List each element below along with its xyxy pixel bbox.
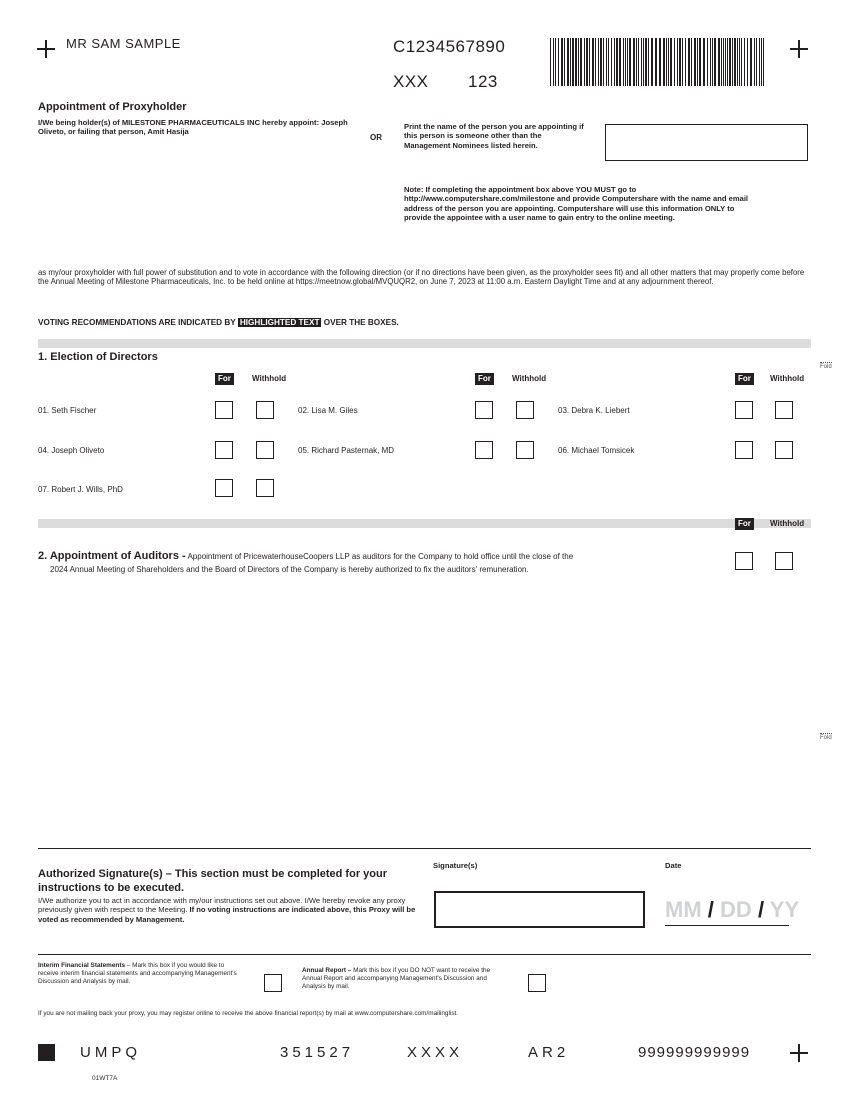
for-box-nominee-02[interactable] [475, 401, 493, 419]
barcode-bar [727, 38, 728, 86]
barcode-bar [685, 38, 686, 86]
section1-title: 1. Election of Directors [38, 351, 158, 363]
registration-mark-top-left [37, 40, 55, 58]
nominee-04: 04. Joseph Oliveto [38, 446, 105, 455]
date-mm: MM [665, 897, 702, 922]
rec-highlight: HIGHLIGHTED TEXT [239, 318, 320, 327]
section2-text: Appointment of PricewaterhouseCoopers LLP as auditors for the Company to hold office until the close of the [187, 552, 574, 561]
annual-text: Mark this box if you DO NOT want to receive the Annual Report and accompanying Management's Discussion and Analysis by mail. [302, 967, 491, 990]
barcode-bar [648, 38, 649, 86]
for-box-nominee-07[interactable] [215, 479, 233, 497]
withhold-box-nominee-03[interactable] [775, 401, 793, 419]
withhold-box-nominee-02[interactable] [516, 401, 534, 419]
barcode-bar [682, 38, 683, 86]
barcode-bar [586, 38, 588, 86]
barcode-bar [555, 38, 556, 86]
interim-statements [38, 962, 238, 985]
mailing-text: If you are not mailing back your proxy, you may register online to receive the above financial report(s) by mail at www.computershare.com/mailinglist. [38, 1010, 459, 1017]
nominee-03: 03. Debra K. Liebert [558, 406, 630, 415]
barcode-bar [739, 38, 740, 86]
appoint-text: I/We being holder(s) of MILESTONE PHARMACEUTICALS INC hereby appoint: Joseph Oliveto, or failing that person, Amit Hasija [38, 118, 348, 137]
for-box-nominee-04[interactable] [215, 441, 233, 459]
barcode-bar [741, 38, 742, 86]
barcode-bar [703, 38, 705, 86]
barcode-bar [691, 38, 692, 86]
note-text: Note: If completing the appointment box above YOU MUST go to http://www.computershare.com/milestone and provide Computershare with the name and email address of the person you are appointing. Computershare will use this information ONLY to provide the appointee with a user name to gain entry to the online meeting. [404, 185, 749, 223]
for-box-nominee-01[interactable] [215, 401, 233, 419]
withhold-label-col1: Withhold [252, 374, 287, 383]
barcode-bar [608, 38, 609, 86]
signature-title-line1: Authorized Signature(s) – This section must be completed for your [38, 868, 387, 880]
barcode-bar [759, 38, 760, 86]
barcode-bar [641, 38, 642, 86]
barcode-bar [754, 38, 755, 86]
section2 [38, 551, 688, 562]
nominee-05: 05. Richard Pasternak, MD [298, 446, 395, 455]
signature-top-rule [38, 848, 811, 849]
barcode-bar [761, 38, 762, 86]
barcode-bar [611, 38, 612, 86]
barcode-bar [668, 38, 669, 86]
barcode-bar [572, 38, 574, 86]
signature-body [38, 896, 418, 924]
barcode-bar [651, 38, 653, 86]
barcode-bar [580, 38, 582, 86]
barcode-bar [714, 38, 716, 86]
barcode-bar [750, 38, 752, 86]
for-label-col2: For [475, 373, 494, 385]
barcode-bar [710, 38, 711, 86]
barcode-bar [575, 38, 577, 86]
barcode-bar [567, 38, 569, 86]
barcode-bar [747, 38, 748, 86]
barcode-bar [592, 38, 594, 86]
interim-checkbox[interactable] [264, 974, 282, 992]
barcode-bar [729, 38, 731, 86]
withhold-box-nominee-05[interactable] [516, 441, 534, 459]
barcode-bar [699, 38, 701, 86]
date-label: Date [665, 861, 682, 870]
for-box-nominee-03[interactable] [735, 401, 753, 419]
code-123: 123 [468, 72, 498, 91]
barcode-bar [627, 38, 628, 86]
date-sep-2: / [757, 897, 765, 922]
signature-field[interactable] [434, 891, 645, 928]
barcode-bar [756, 38, 757, 86]
barcode-bar [721, 38, 722, 86]
for-box-nominee-05[interactable] [475, 441, 493, 459]
barcode-bar [734, 38, 736, 86]
barcode-bar [606, 38, 607, 86]
barcode-bar [645, 38, 647, 86]
barcode-bar [707, 38, 708, 86]
rec-suffix: OVER THE BOXES. [323, 318, 399, 327]
barcode-bar [595, 38, 596, 86]
barcode-bar [564, 38, 565, 86]
shareholder-name: MR SAM SAMPLE [66, 36, 181, 51]
footer-code-2: 351527 [280, 1044, 355, 1061]
withhold-box-nominee-01[interactable] [256, 401, 274, 419]
account-code: C1234567890 [393, 37, 506, 56]
annual-report-checkbox[interactable] [528, 974, 546, 992]
section2-band [38, 519, 811, 528]
barcode-bar [732, 38, 733, 86]
voting-recommendations [38, 318, 399, 327]
nominee-02: 02. Lisa M. Giles [298, 406, 358, 415]
barcode-bar [629, 38, 631, 86]
barcode [550, 38, 766, 86]
barcode-bar [677, 38, 678, 86]
barcode-bar [737, 38, 738, 86]
footer-code-1: UMPQ [80, 1044, 141, 1061]
nominee-06: 06. Michael Tomsicek [558, 446, 635, 455]
fold-marker-upper: Fold [820, 364, 832, 370]
date-field[interactable] [665, 897, 800, 926]
barcode-bar [578, 38, 579, 86]
proxy-title: Appointment of Proxyholder [38, 101, 187, 113]
section2-text2: 2024 Annual Meeting of Shareholders and the Board of Directors of the Company is hereby authorized to fix the auditors' remuneration. [50, 565, 529, 574]
barcode-bar [598, 38, 599, 86]
section1-band [38, 339, 811, 348]
for-label-col3: For [735, 373, 754, 385]
withhold-box-nominee-04[interactable] [256, 441, 274, 459]
barcode-bar [744, 38, 745, 86]
withhold-label-col3: Withhold [770, 374, 805, 383]
barcode-bar [553, 38, 554, 86]
barcode-bar [663, 38, 665, 86]
for-label-col1: For [215, 373, 234, 385]
annual-title: Annual Report – [302, 967, 352, 974]
barcode-bar [561, 38, 563, 86]
barcode-bar [619, 38, 621, 86]
withhold-box-nominee-07[interactable] [256, 479, 274, 497]
annual-report [302, 967, 502, 990]
barcode-bar [614, 38, 615, 86]
barcode-bar [659, 38, 661, 86]
signature-body-normal: I/We authorize you to act in accordance with my/our instructions set out above. I/We hereby revoke any proxy previously given with respect to the Meeting. [38, 896, 406, 915]
barcode-bar [589, 38, 590, 86]
registration-mark-bottom-right [790, 1044, 808, 1062]
barcode-bar [603, 38, 604, 86]
barcode-bar [679, 38, 681, 86]
barcode-bar [725, 38, 726, 86]
interim-title: Interim Financial Statements [38, 962, 126, 969]
barcode-bar [688, 38, 690, 86]
barcode-bar [763, 38, 764, 86]
barcode-bar [694, 38, 696, 86]
financial-top-rule [38, 954, 811, 955]
date-dd: DD [720, 897, 752, 922]
registration-mark-top-right [790, 40, 808, 58]
form-id: 01WT7A [92, 1075, 118, 1082]
footer-code-5: 999999999999 [638, 1044, 751, 1061]
signature-title-line2: instructions to be executed. [38, 882, 185, 894]
barcode-bar [670, 38, 672, 86]
withhold-label-col2: Withhold [512, 374, 547, 383]
footer-code-4: AR2 [528, 1044, 570, 1061]
barcode-bar [674, 38, 675, 86]
withhold-box-nominee-06[interactable] [775, 441, 793, 459]
proxyholder-name-field[interactable] [605, 124, 808, 161]
barcode-bar [643, 38, 644, 86]
footer-code-3: XXXX [407, 1044, 464, 1061]
footer-black-square [38, 1044, 55, 1061]
barcode-bar [718, 38, 720, 86]
code-xxx: XXX [393, 72, 429, 91]
barcode-bar [638, 38, 639, 86]
barcode-bar [623, 38, 624, 86]
barcode-bar [666, 38, 667, 86]
barcode-bar [697, 38, 698, 86]
interim-text: – Mark this box if you would like to receive interim financial statements and accompanying Management's Discussion and Analysis by mail. [38, 962, 237, 985]
for-box-nominee-06[interactable] [735, 441, 753, 459]
print-name-text: Print the name of the person you are appointing if this person is someone other than the Management Nominees listed herein. [404, 122, 584, 150]
barcode-bar [655, 38, 657, 86]
fold-marker-lower: Fold [820, 735, 832, 741]
section2-title: 2. Appointment of Auditors - [38, 550, 186, 562]
barcode-bar [558, 38, 559, 86]
barcode-bar [712, 38, 713, 86]
for-box-auditors[interactable] [735, 552, 753, 570]
nominee-01: 01. Seth Fischer [38, 406, 97, 415]
barcode-bar [633, 38, 635, 86]
rec-prefix: VOTING RECOMMENDATIONS ARE INDICATED BY [38, 318, 236, 327]
barcode-bar [584, 38, 585, 86]
barcode-bar [570, 38, 571, 86]
barcode-bar [600, 38, 602, 86]
withhold-label-auditors: Withhold [770, 519, 805, 528]
date-yy: YY [769, 897, 800, 922]
barcode-bar [625, 38, 626, 86]
authority-text: as my/our proxyholder with full power of substitution and to vote in accordance with the following direction (or if no directions have been given, as the proxyholder sees fit) and all other matters that may properly come before the Annual Meeting of Milestone Pharmaceuticals, Inc. to be held online at https://meetnow.global/MVQUQR2, on June 7, 2023 at 11:00 a.m. Eastern Daylight Time and at any adjournment thereof. [38, 268, 805, 287]
barcode-bar [636, 38, 637, 86]
barcode-bar [550, 38, 551, 86]
barcode-bar [723, 38, 724, 86]
withhold-box-auditors[interactable] [775, 552, 793, 570]
or-label: OR [370, 133, 382, 142]
signature-body-bold: If no voting instructions are indicated above, this Proxy will be voted as recommended by Management. [38, 905, 416, 924]
nominee-07: 07. Robert J. Wills, PhD [38, 485, 123, 494]
barcode-bar [616, 38, 618, 86]
date-sep-1: / [707, 897, 714, 922]
for-label-auditors: For [735, 518, 754, 530]
signature-label: Signature(s) [433, 861, 478, 870]
